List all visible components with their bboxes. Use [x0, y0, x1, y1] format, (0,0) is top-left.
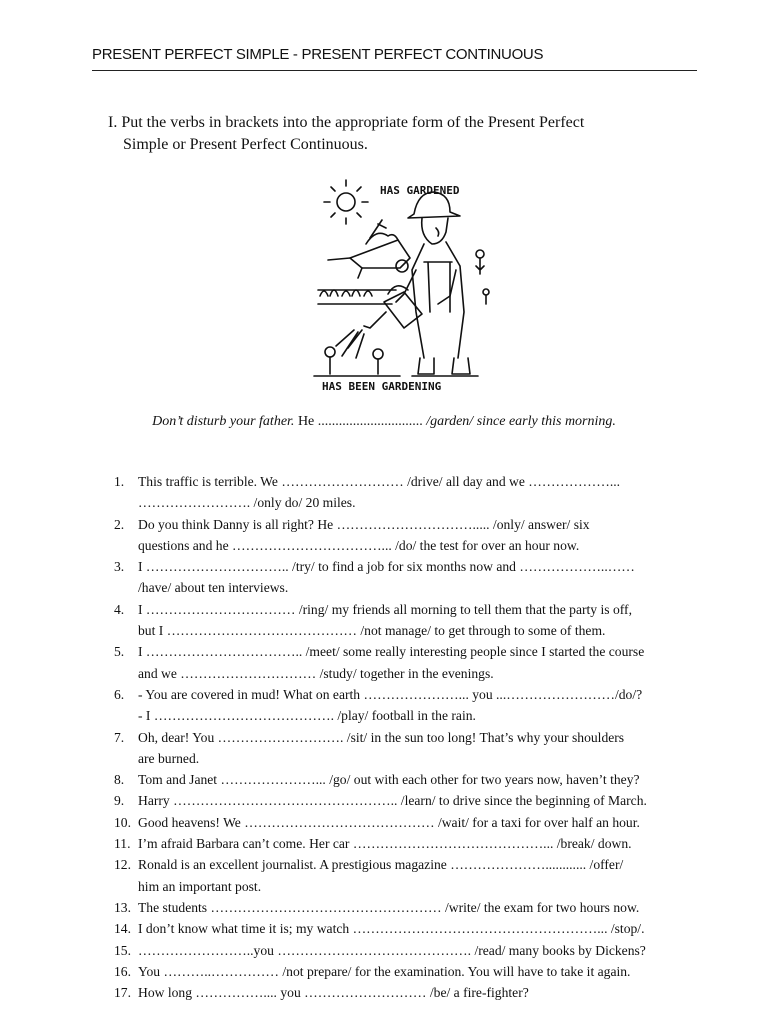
item-number: 12.	[114, 857, 131, 873]
instruction-line-2: Simple or Present Perfect Continuous.	[123, 136, 368, 153]
item-number: 6.	[114, 686, 125, 702]
exercise-item	[114, 961, 724, 982]
exercise-item	[114, 897, 724, 918]
item-number: 2.	[114, 516, 125, 532]
example-sentence	[0, 414, 768, 430]
exercise-item	[114, 769, 724, 790]
item-text-line: I ………………………….. /try/ to find a job for six months now and ………………..……	[138, 559, 635, 575]
item-text-line: Oh, dear! You ………………………. /sit/ in the sun too long! That’s why your shoulders	[138, 729, 625, 745]
example-upright: He ..............................	[294, 414, 423, 429]
item-text-line: I don’t know what time it is; my watch ………………………………………………... /stop/.	[138, 921, 645, 937]
item-text-line: Do you think Danny is all right? He …………………………..... /only/ answer/ six	[138, 516, 590, 532]
item-number: 7.	[114, 729, 125, 745]
item-number: 9.	[114, 793, 125, 809]
instructions	[108, 112, 708, 156]
exercise-item	[114, 641, 724, 684]
gardener-illustration	[300, 162, 562, 398]
gardener-figure	[396, 192, 478, 376]
sun-icon	[324, 180, 368, 224]
item-text-line: him an important post.	[138, 878, 262, 894]
exercise-item	[114, 940, 724, 961]
item-text-line: but I …………………………………… /not manage/ to get through to some of them.	[138, 623, 606, 639]
item-text-line: This traffic is terrible. We ……………………… /drive/ all day and we ………………...	[138, 474, 621, 489]
item-text-line: The students …………………………………………… /write/ the exam for two hours now.	[138, 899, 640, 915]
item-number: 4.	[114, 601, 125, 617]
item-number: 5.	[114, 644, 125, 660]
item-text-line: and we ………………………… /study/ together in the evenings.	[138, 665, 494, 681]
flowers-icon	[314, 347, 400, 376]
item-number: 10.	[114, 814, 131, 830]
wheelbarrow-icon	[328, 220, 410, 278]
caption-has-gardened: HAS GARDENED	[380, 184, 460, 197]
instruction-line-1: I. Put the verbs in brackets into the appropriate form of the Present Perfect	[108, 114, 585, 131]
exercise-item	[114, 684, 724, 727]
item-number: 3.	[114, 559, 125, 575]
item-text-line: ……………………..you ……………………………………. /read/ many books by Dickens?	[138, 942, 646, 958]
item-number: 15.	[114, 942, 131, 958]
item-number: 1.	[114, 474, 125, 489]
item-number: 14.	[114, 921, 131, 937]
item-number: 11.	[114, 836, 131, 852]
item-text-line: Harry ………………………………………….. /learn/ to drive since the beginning of March.	[138, 793, 647, 809]
exercise-list	[114, 471, 724, 1003]
watering-can-icon	[336, 286, 422, 358]
exercise-item	[114, 812, 724, 833]
example-italic-end: /garden/ since early this morning.	[422, 414, 616, 429]
exercise-item	[114, 982, 724, 1003]
exercise-item	[114, 556, 724, 599]
item-text-line: /have/ about ten interviews.	[138, 580, 289, 596]
exercise-item	[114, 599, 724, 642]
item-text-line: I …………………………….. /meet/ some really interesting people since I started the course	[138, 644, 645, 660]
item-text-line: I’m afraid Barbara can’t come. Her car ……………………………………... /break/ down.	[138, 836, 632, 852]
exercise-item	[114, 790, 724, 811]
exercise-item	[114, 471, 724, 514]
item-text-line: - I …………………………………. /play/ football in the rain.	[138, 708, 476, 724]
item-text-line: Good heavens! We …………………………………… /wait/ for a taxi for over half an hour.	[138, 814, 640, 830]
caption-has-been-gardening: HAS BEEN GARDENING	[322, 380, 442, 393]
item-number: 13.	[114, 899, 131, 915]
exercise-item	[114, 514, 724, 557]
exercise-item	[114, 854, 724, 897]
exercise-item	[114, 727, 724, 770]
item-text-line: are burned.	[138, 750, 200, 766]
item-number: 16.	[114, 963, 131, 979]
exercise-item	[114, 918, 724, 939]
page-header: PRESENT PERFECT SIMPLE - PRESENT PERFECT CONTINUOUS	[92, 46, 697, 71]
item-number: 8.	[114, 772, 125, 788]
item-text-line: I …………………………… /ring/ my friends all morning to tell them that the party is off,	[138, 601, 632, 617]
item-number: 17.	[114, 985, 131, 1001]
item-text-line: How long …………….... you ……………………… /be/ a fire-fighter?	[138, 985, 529, 1001]
item-text-line: Tom and Janet …………………... /go/ out with each other for two years now, haven’t they?	[138, 772, 640, 788]
item-text-line: Ronald is an excellent journalist. A prestigious magazine …………………............ /offer/	[138, 857, 624, 873]
item-text-line: questions and he ……………………………... /do/ the test for over an hour now.	[138, 537, 580, 553]
exercise-item	[114, 833, 724, 854]
item-text-line: ……………………. /only do/ 20 miles.	[138, 495, 356, 511]
item-text-line: You ………..…………… /not prepare/ for the examination. You will have to take it again.	[138, 963, 631, 979]
example-italic: Don’t disturb your father.	[152, 414, 295, 429]
item-text-line: - You are covered in mud! What on earth …………………... you ...……………………/do/?	[138, 686, 643, 702]
